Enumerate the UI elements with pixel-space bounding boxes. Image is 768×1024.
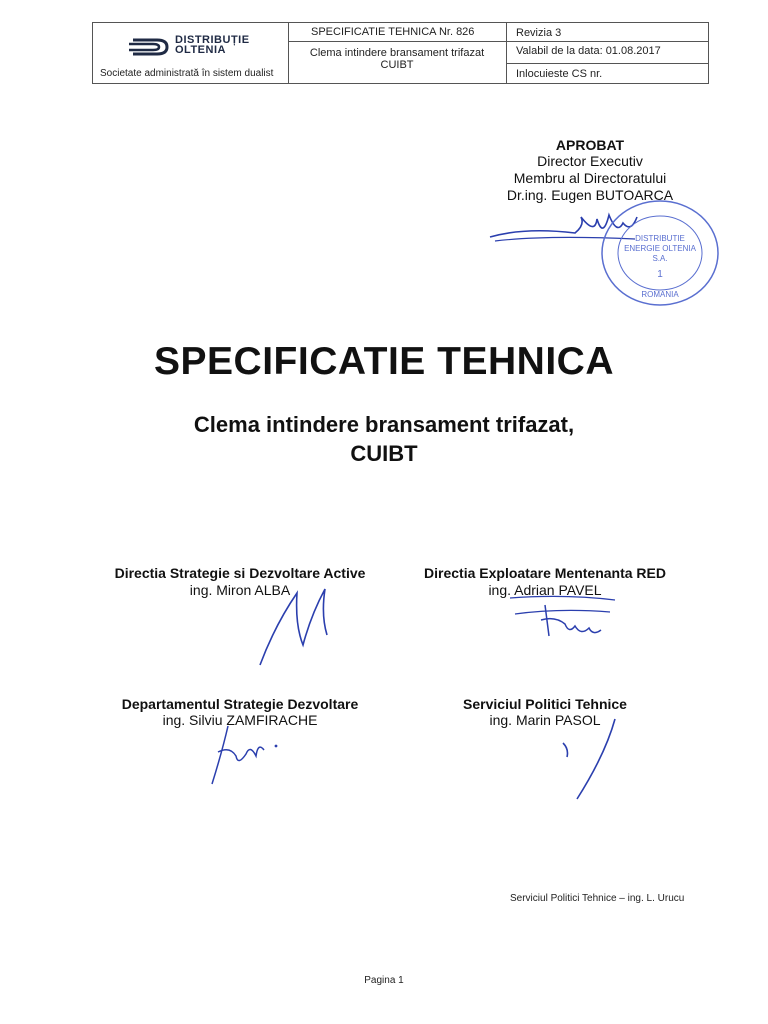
stamp-text-4: 1: [657, 269, 663, 280]
signature-silviu-zamfirache: [200, 722, 285, 790]
company-name-line2: OLTENIA: [175, 44, 226, 56]
stamp-text-2: ENERGIE OLTENIA: [624, 244, 696, 253]
signature-miron-alba: [255, 585, 335, 670]
signatory-2-person: ing. Adrian PAVEL: [488, 582, 602, 598]
stamp-text-5: ROMANIA: [641, 290, 679, 299]
stamp-text-1: DISTRIBUTIE: [635, 234, 685, 243]
signatory-3-department: Departamentul Strategie Dezvoltare: [121, 696, 359, 712]
signatory-1-department: Directia Strategie si Dezvoltare Active: [114, 565, 366, 581]
approval-line1: Director Executiv: [537, 153, 643, 169]
spec-subject-line1: Clema intindere bransament trifazat: [309, 47, 485, 59]
company-name-line1: DISTRIBUȚIE: [175, 34, 250, 46]
document-subtitle-line1: Clema intindere bransament trifazat,: [193, 412, 575, 437]
signatory-4-department: Serviciul Politici Tehnice: [463, 696, 627, 712]
signatory-3-person: ing. Silviu ZAMFIRACHE: [162, 712, 318, 728]
approval-line3: Dr.ing. Eugen BUTOARCA: [506, 187, 674, 203]
signatory-4-person: ing. Marin PASOL: [489, 712, 601, 728]
spec-number: SPECIFICATIE TEHNICA Nr. 826: [311, 26, 475, 38]
replaces: Inlocuieste CS nr.: [516, 68, 603, 80]
document-subtitle-line2: CUIBT: [350, 441, 418, 466]
header-table: [92, 22, 709, 84]
approval-line2: Membru al Directoratului: [513, 170, 667, 186]
document-title: SPECIFICATIE TEHNICA: [154, 340, 614, 383]
signatory-2-department: Directia Exploatare Mentenanta RED: [424, 565, 666, 581]
signatory-1-person: ing. Miron ALBA: [189, 582, 291, 598]
company-name: [175, 35, 250, 55]
spec-subject: [306, 47, 488, 71]
revision: Revizia 3: [516, 27, 562, 39]
approval-heading: APROBAT: [555, 137, 625, 153]
spec-subject-line2: CUIBT: [380, 59, 414, 71]
signature-adrian-pavel: [505, 590, 620, 645]
valid-from: Valabil de la data: 01.08.2017: [516, 45, 661, 57]
stamp-text-3: S.A.: [652, 254, 668, 263]
signature-marin-pasol: [555, 715, 625, 805]
company-subtitle: Societate administrată în sistem dualist: [100, 68, 274, 79]
page-number: Pagina 1: [364, 975, 404, 986]
prepared-by: Serviciul Politici Tehnice – ing. L. Urucu: [510, 893, 685, 904]
company-stamp: [598, 197, 722, 309]
